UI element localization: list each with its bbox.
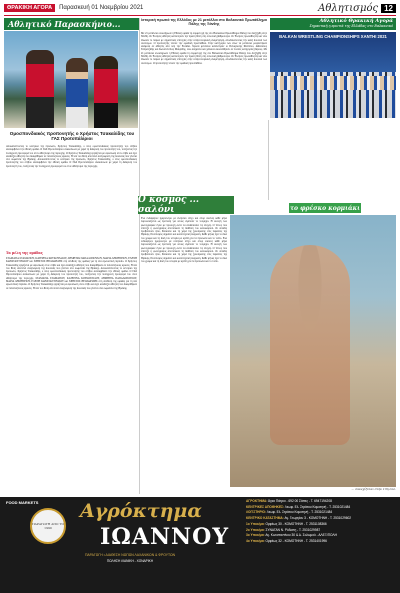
store-text: ΣΥΝΑΓΑΝ Ν. Ρόδοπη - Τ. 2531029987 xyxy=(265,527,321,532)
center-body-2: Οι Έλληνες πρωταθλητές και νέοι έδωσαν το παρών με σημαντικές επιτυχίες στην ελληνοτουρκική αναμέτρηση, αποδεικνύοντας την καλή δουλειά των συλλόγων. Ο προπονητής τόνισε την ομαδική προσπάθεια. xyxy=(141,35,267,45)
left-body-2-repeat-2: Ο Χρήστος Τσακαλίδης εργάζεται με αφοσίωση στον στίβο και έχει αναδείξει αθλητές που διακρίθηκαν σε πανελλήνιους αγώνες. Η νέα του θέση αποτελεί αναγνώριση της δουλειάς που γίνεται στα σωματεία της Θράκης. xyxy=(6,283,137,290)
left-body-2-text: Ο Χρήστος Τσακαλίδης εργάζεται με αφοσίωση στον στίβο και έχει αναδείξει αθλητές που διακρίθηκαν σε πανελλήνιους αγώνες. Η νέα του θέση αποτελεί αναγνώριση της δουλειάς που γίνεται στα σωματεία της Θράκης. xyxy=(6,151,137,162)
store-label: 4ο Υποκ/μα: xyxy=(246,538,265,543)
center-body-1: Με 21 μετάλλια ολοκλήρωσε η Εθνική ομάδα τη συμμετοχή της στο Βαλκανικό Πρωτάθλημα Πάλης που διεξήχθη στην Ξάνθη. Οι Έλληνες αθλητές κατέκτησαν την πρώτη θέση στη συνολική βαθμολογία. xyxy=(141,32,267,39)
store-row xyxy=(246,539,396,545)
left-body-1-text: Αποκαλύπτοντας το κεντρικό της πρόσωπο, Χρήστος Τσακαλίδης, ο νέος ομοσπονδιακός προπονητής του στίβου αναλαμβάνει την εθνική ομάδα. Ο ΓΑΣ Προτοπάλίριοι ανακοίνωσε με χαρά τη διάκριση του προπονητή του, τονίζοντας την πολύχρονη προσφορά του στον αθλητισμό της περιοχής. xyxy=(6,145,137,155)
left-subhead: Τα μέλη της ομάδας xyxy=(6,251,43,255)
column-divider-2 xyxy=(268,120,269,200)
brand-name-bottom: ΙΩΑΝΝΟΥ xyxy=(100,524,230,550)
fun-body-left xyxy=(141,217,227,487)
store-list xyxy=(246,499,396,545)
store-label: ΚΕΝΤΡΙΚΕΣ ΑΠΟΘΗΚΕΣ: xyxy=(246,504,285,509)
continue-caption: ... συνεχίζεται στην 13η σελ. xyxy=(351,487,396,491)
center-body xyxy=(141,32,267,194)
left-body-3-repeat: ΣΤΑΜΑΤΙΑ ΣΤΑΜΑΤΙΟΥ, ΚΑΤΕΡΙΝΑ ΚΟΥΚΟΥΛΙΔΟΥ, ΔΗΜΗΤΡΑ ΠΑΠΑΔΟΠΟΥΛΟΥ, ΜΑΡΙΑ ΔΗΜΗΤΡΙΟΥ, ΕΛΕΝΗ ΚΩΝΣΤΑΝΤΙΝΙΔΟΥ και ΧΡΗΣΤΟΣ ΘΕΟΔΩΡΙΔΗΣ στη σύνθεση της ομάδας για τη νέα αγωνιστική περίοδο. xyxy=(6,276,137,287)
left-body-2-repeat: Ο Χρήστος Τσακαλίδης εργάζεται με αφοσίωση στον στίβο και έχει αναδείξει αθλητές που διακρίθηκαν σε πανελλήνιους αγώνες. Η νέα του θέση αποτελεί αναγνώριση της δουλειάς που γίνεται στα σωματεία της Θράκης. xyxy=(6,260,137,270)
masthead xyxy=(4,2,154,14)
brand-name-top: Αγρόκτημα xyxy=(80,500,202,522)
column-divider-1 xyxy=(139,18,140,494)
fun-body-3: Πολιτισμός σημαίνει και καλλιτεχνική έκφραση. Κάθε μήνας έχει το δικό του χρώμα και τη δική του ιστορία με αγάπη για τα πρόσωπα και το τοπίο. xyxy=(141,233,227,240)
center-body-3: Στην κατηγορία των νέων τα μετάλλια μοιράστηκαν ανάμεσα σε αθλητές από όλη την Ελλάδα. Χρυσά μετάλλια κατέκτησαν οι Παναγιώτης Φιλίππου, Αθανάσιος Ταπρατζίδης και Κωνσταντίνος Μαυρίδης, ενώ ασημένια και χάλκινα ακολούθησαν σε πολλές κατηγορίες βάρους. xyxy=(141,41,267,52)
fun-title: Ο κόσμος ... σαλόνι xyxy=(138,196,234,214)
store-text: Αγ. Γεωργίου 3 - ΚΟΜΟΤΗΝΗ - Τ. 2531029602 xyxy=(284,516,352,521)
center-headline: Ιστορική πρωτιά της Ελλάδος με 21 μετάλλια στο Βαλκανικό Πρωτάθλημα Πάλης της Ξάνθης xyxy=(141,18,267,27)
center-body-2-repeat: Οι Έλληνες πρωταθλητές και νέοι έδωσαν το παρών με σημαντικές επιτυχίες στην ελληνοτουρκική αναμέτρηση, αποδεικνύοντας την καλή δουλειά των συλλόγων. Ο προπονητής τόνισε την ομαδική προσπάθεια. xyxy=(141,55,267,65)
store-text: Ορφέως 30 - ΚΟΜΟΤΗΝΗ - Τ. 2531108366 xyxy=(265,521,327,526)
right-banner xyxy=(270,18,396,30)
wrestling-team-photo xyxy=(270,32,396,118)
store-text: Λεωφ. Ελ. Στράτου Κομοτηνή - Τ. 2531021484 xyxy=(266,510,333,515)
brand-badge: ΘΡΑΚΙΚΗ ΑΓΟΡΑ xyxy=(4,4,55,12)
store-label: 1ο Υποκ/μα: xyxy=(246,521,265,526)
store-text: Λεωφ. Ελ. Στράτου Κομοτηνή - Τ. 2531021484 xyxy=(284,504,351,509)
page-number: 12 xyxy=(381,4,396,13)
store-label: ΛΟΓΙΣΤΗΡΙΟ: xyxy=(246,510,267,515)
fun-body-1-repeat: Ενα ενδιαφέρον ημερολόγιο με ελληνικό στίχο και σπορ εικόνες κάθε μήνα παρουσιάζεται ως πρόταση για όσους αγαπούν το τολμηρό. Η εκλογή των φωτογραφιών έγινε με προσοχή ώστε να αναδεικνύει τις εποχές. xyxy=(141,236,227,250)
photo-banner-text: BALKAN WRESTLING CHAMPIONSHIPS XANTHI 2021 xyxy=(279,34,387,39)
athletes-photo xyxy=(4,31,138,128)
fun-body-3-repeat: Πολιτισμός σημαίνει και καλλιτεχνική έκφραση. Κάθε μήνας έχει το δικό του χρώμα και τη δική του ιστορία με αγάπη για τα πρόσωπα και το τοπίο. xyxy=(141,256,227,263)
store-text: Ορφέως 32 - ΚΟΜΟΤΗΝΗ - Τ. 2531401996 xyxy=(265,538,327,543)
food-markets-label: FOOD MARKETS xyxy=(6,500,39,505)
right-banner-title: Αθλητικό Θρακική Αγορά xyxy=(319,18,393,24)
store-text: Άγιοι Πάτροι - 692 00 Σάπες - Τ. 6947194208 xyxy=(268,499,332,503)
fun-tag: το φρέσκο κορμιάκι xyxy=(288,202,362,214)
section-header xyxy=(300,2,396,14)
issue-date: Παρασκευή 01 Νοεμβρίου 2021 xyxy=(59,5,144,11)
fun-body-2-repeat: Ο τίτλος που επέλεξε η φωτογράφος αποτυπώνει τη διάθεση του καλοκαιριού. Οι σελίδες προβάλλουν ήλιο, θάλασσα και τη χαρά της ξεκούρασης στις παραλίες της Θράκης. xyxy=(141,246,227,260)
store-label: 3ο Υποκ/μα: xyxy=(246,533,265,538)
beach-photo xyxy=(230,215,396,487)
left-body-1-repeat-2: Αποκαλύπτοντας το κεντρικό της πρόσωπο, Χρήστος Τσακαλίδης, ο νέος ομοσπονδιακός προπονητής του στίβου αναλαμβάνει την εθνική ομάδα. Ο ΓΑΣ Προτοπάλίριοι ανακοίνωσε με χαρά τη διάκριση του προπονητή του, τονίζοντας την πολύχρονη προσφορά του στον αθλητισμό της περιοχής. xyxy=(6,266,137,280)
store-label: 2ο Υποκ/μα: xyxy=(246,527,265,532)
store-label: ΚΕΝΤΡΙΚΟ ΚΑΤΑΣΤΗΜΑ: xyxy=(246,516,284,521)
right-banner-subtitle: Σημαντική η πρωτιά της Ελλάδας στο Βαλκανικό xyxy=(309,24,393,28)
fun-body-1: Ενα ενδιαφέρον ημερολόγιο με ελληνικό στίχο και σπορ εικόνες κάθε μήνα παρουσιάζεται ως πρόταση για όσους αγαπούν το τολμηρό. Η εκλογή των φωτογραφιών έγινε με προσοχή ώστε να αναδεικνύει τις εποχές. xyxy=(141,217,227,227)
left-body-1 xyxy=(6,145,137,249)
left-body-2 xyxy=(6,257,137,492)
header-rule xyxy=(4,15,396,16)
store-text: Αγ. Κωνσταντίνου 30 & Δ. Σολωμού - ΑΛΕΞ/ΠΟΛΗ xyxy=(265,533,337,538)
store-label: ΑΓΡΟΚΤΗΜΑ: xyxy=(246,499,268,503)
farm-logo xyxy=(30,508,66,544)
left-headline: Ομοσπονδιακός προπονητής ο Χρήστος Τσακαλίδης του ΓΑΣ Προτοπάλίριοι xyxy=(9,131,135,142)
left-body-3-text: ΣΤΑΜΑΤΙΑ ΣΤΑΜΑΤΙΟΥ, ΚΑΤΕΡΙΝΑ ΚΟΥΚΟΥΛΙΔΟΥ, ΔΗΜΗΤΡΑ ΠΑΠΑΔΟΠΟΥΛΟΥ, ΜΑΡΙΑ ΔΗΜΗΤΡΙΟΥ, ΕΛΕΝΗ ΚΩΝΣΤΑΝΤΙΝΙΔΟΥ και ΧΡΗΣΤΟΣ ΘΕΟΔΩΡΙΔΗΣ στη σύνθεση της ομάδας για τη νέα αγωνιστική περίοδο. xyxy=(6,257,137,264)
left-body-1-repeat: Αποκαλύπτοντας το κεντρικό της πρόσωπο, Χρήστος Τσακαλίδης, ο νέος ομοσπονδιακός προπονητής του στίβου αναλαμβάνει την εθνική ομάδα. Ο ΓΑΣ Προτοπάλίριοι ανακοίνωσε με χαρά τη διάκριση του προπονητή του, τονίζοντας την πολύχρονη προσφορά του στον αθλητισμό της περιοχής. xyxy=(6,158,137,168)
footer-tagline: ΠΑΡΑΓΩΓΗ • ΔΙΑΘΕΣΗ ΝΩΠΩΝ ΛΑΧΑΝΙΚΩΝ & ΦΡΟΥΤΩΝ xyxy=(84,553,176,557)
left-banner: Αθλητικό Παρασκήνιο... xyxy=(4,18,139,30)
center-body-1-repeat: Με 21 μετάλλια ολοκλήρωσε η Εθνική ομάδα τη συμμετοχή της στο Βαλκανικό Πρωτάθλημα Πάλης που διεξήχθη στην Ξάνθη. Οι Έλληνες αθλητές κατέκτησαν την πρώτη θέση στη συνολική βαθμολογία. xyxy=(141,48,267,59)
footer-tagline-2: ΠΩΛΗΣΗ ΛΙΑΝΙΚΗ - ΧΟΝΔΡΙΚΗ xyxy=(106,559,154,563)
section-title: Αθλητισμός xyxy=(318,2,379,14)
fun-body-2: Ο τίτλος που επέλεξε η φωτογράφος αποτυπώνει τη διάθεση του καλοκαιριού. Οι σελίδες προβάλλουν ήλιο, θάλασσα και τη χαρά της ξεκούρασης στις παραλίες της Θράκης. xyxy=(141,223,227,237)
logo-text: ΠΑΡΑΓΩΓΗ ΑΠΟ ΤΟ 1990 xyxy=(32,522,64,530)
